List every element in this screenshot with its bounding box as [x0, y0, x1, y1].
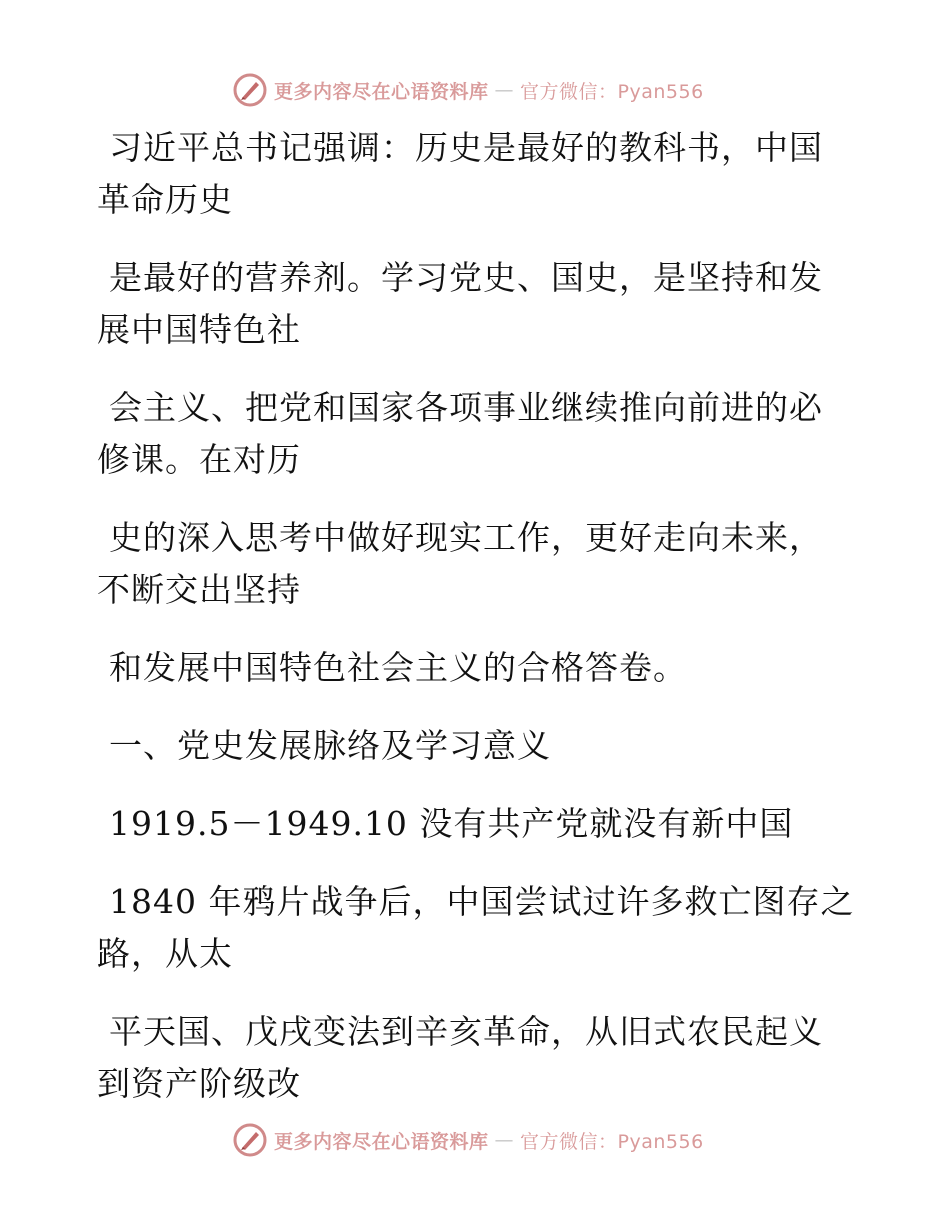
text-line: 平天国、戊戌变法到辛亥革命，从旧式农民起义	[109, 1012, 823, 1051]
body-text	[97, 122, 857, 1110]
text-line: 到资产阶级改	[97, 1064, 301, 1103]
text-line: 革命历史	[97, 180, 233, 219]
paragraph	[97, 642, 857, 694]
text-line: 展中国特色社	[97, 310, 301, 349]
section-heading	[97, 720, 857, 772]
paragraph	[97, 876, 857, 980]
text-line: 不断交出坚持	[97, 570, 301, 609]
header-watermark	[232, 70, 704, 110]
watermark-wechat-text: 官方微信：Pyan556	[520, 1130, 704, 1153]
text-line: 1919.5－1949.10 没有共产党就没有新中国	[109, 804, 794, 843]
text-line: 一、党史发展脉络及学习意义	[109, 726, 551, 765]
paragraph	[97, 1006, 857, 1110]
quill-seal-icon	[232, 1122, 268, 1158]
text-line: 是最好的营养剂。学习党史、国史，是坚持和发	[109, 258, 823, 297]
watermark-main-text: 更多内容尽在心语资料库	[274, 80, 489, 103]
paragraph	[97, 252, 857, 356]
footer-watermark	[232, 1120, 704, 1160]
watermark-separator: —	[494, 79, 515, 101]
paragraph	[97, 382, 857, 486]
text-line: 路，从太	[97, 934, 233, 973]
text-line: 1840 年鸦片战争后，中国尝试过许多救亡图存之	[109, 882, 855, 921]
text-line: 史的深入思考中做好现实工作，更好走向未来，	[109, 518, 823, 557]
text-line: 修课。在对历	[97, 440, 301, 479]
paragraph	[97, 122, 857, 226]
paragraph	[97, 798, 857, 850]
paragraph	[97, 512, 857, 616]
watermark-separator: —	[494, 1129, 515, 1151]
watermark-main-text: 更多内容尽在心语资料库	[274, 1130, 489, 1153]
text-line: 会主义、把党和国家各项事业继续推向前进的必	[109, 388, 823, 427]
text-line: 和发展中国特色社会主义的合格答卷。	[109, 648, 687, 687]
watermark-wechat-text: 官方微信：Pyan556	[520, 80, 704, 103]
text-line: 习近平总书记强调：历史是最好的教科书，中国	[109, 128, 823, 167]
quill-seal-icon	[232, 72, 268, 108]
